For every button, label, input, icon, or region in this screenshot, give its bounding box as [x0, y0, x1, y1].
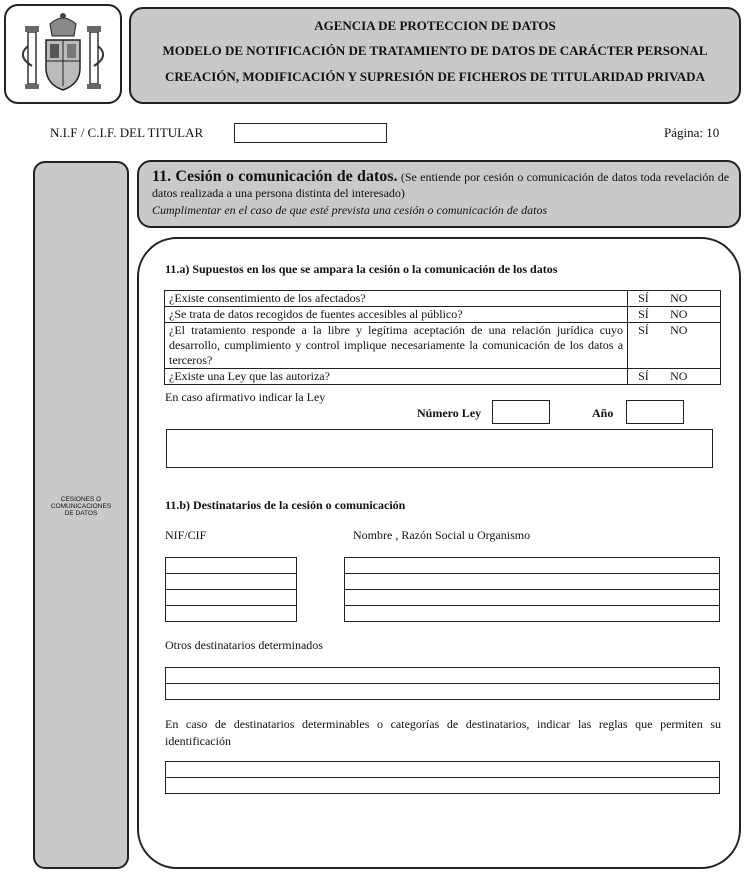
question-text: ¿Existe consentimiento de los afectados?: [165, 291, 628, 307]
table-row: [165, 323, 721, 369]
part-b-title: 11.b) Destinatarios de la cesión o comunicación: [165, 498, 406, 512]
recipient-nif-field[interactable]: [165, 589, 297, 606]
recipient-name-field[interactable]: [344, 589, 720, 606]
section-description-block: [152, 169, 729, 201]
form-title: MODELO DE NOTIFICACIÓN DE TRATAMIENTO DE DATOS DE CARÁCTER PERSONAL: [162, 43, 708, 58]
nombre-column-label: Nombre , Razón Social u Organismo: [353, 528, 531, 542]
no-option[interactable]: NO: [670, 291, 688, 305]
yes-option[interactable]: SÍ: [638, 369, 649, 383]
no-option[interactable]: NO: [670, 369, 688, 383]
numero-ley-label: Número Ley: [417, 406, 482, 420]
recipient-nif-field[interactable]: [165, 573, 297, 590]
reglas-field[interactable]: [165, 761, 720, 778]
part-a-title: 11.a) Supuestos en los que se ampara la cesión o la comunicación de los datos: [165, 262, 558, 276]
yes-no-cell: [628, 307, 721, 323]
page-number: Página: 10: [664, 125, 720, 140]
numero-ley-field[interactable]: [492, 400, 550, 424]
yes-no-cell: [628, 291, 721, 307]
legal-basis-table: [164, 290, 721, 385]
sidebar-label: CESIONES O COMUNICACIONES DE DATOS: [50, 496, 112, 517]
agency-title: AGENCIA DE PROTECCION DE DATOS: [314, 18, 556, 33]
yes-no-cell: [628, 323, 721, 369]
ley-name-field[interactable]: [166, 429, 713, 468]
anio-label: Año: [592, 406, 614, 420]
yes-option[interactable]: SÍ: [638, 323, 649, 337]
section-header: [137, 160, 741, 228]
otros-label: Otros destinatarios determinados: [165, 638, 323, 652]
table-row: [165, 307, 721, 323]
form-header: [129, 7, 741, 104]
anio-field[interactable]: [626, 400, 684, 424]
reglas-field[interactable]: [165, 777, 720, 794]
question-text: ¿Existe una Ley que las autoriza?: [165, 369, 628, 385]
ley-hint: En caso afirmativo indicar la Ley: [165, 390, 326, 404]
section-instruction: Cumplimentar en el caso de que esté prevista una cesión o comunicación de datos: [152, 203, 548, 217]
yes-option[interactable]: SÍ: [638, 291, 649, 305]
question-text: ¿Se trata de datos recogidos de fuentes accesibles al público?: [165, 307, 628, 323]
recipient-name-field[interactable]: [344, 557, 720, 574]
section-title: 11. Cesión o comunicación de datos.: [152, 168, 398, 185]
nif-label: N.I.F / C.I.F. DEL TITULAR: [50, 125, 204, 140]
coat-of-arms-icon: [6, 6, 120, 102]
section-sidebar: [33, 161, 129, 869]
recipient-nif-field[interactable]: [165, 605, 297, 622]
nif-field[interactable]: [234, 123, 387, 143]
table-row: [165, 369, 721, 385]
otros-field[interactable]: [165, 667, 720, 684]
form-subtitle: CREACIÓN, MODIFICACIÓN Y SUPRESIÓN DE FICHEROS DE TITULARIDAD PRIVADA: [165, 69, 705, 84]
reglas-label: En caso de destinatarios determinables o categorías de destinatarios, indicar las reglas que permiten su identificación: [165, 717, 721, 748]
section-description: (Se entiende por cesión o comunicación de datos toda revelación de datos realizada a una persona distinta del interesado): [152, 170, 730, 200]
no-option[interactable]: NO: [670, 307, 688, 321]
table-row: [165, 291, 721, 307]
otros-field[interactable]: [165, 683, 720, 700]
recipient-name-field[interactable]: [344, 573, 720, 590]
nif-column-label: NIF/CIF: [165, 528, 207, 542]
no-option[interactable]: NO: [670, 323, 688, 337]
yes-no-cell: [628, 369, 721, 385]
coat-of-arms-logo: [4, 4, 122, 104]
recipient-nif-field[interactable]: [165, 557, 297, 574]
question-text: ¿El tratamiento responde a la libre y legítima aceptación de una relación jurídica cuyo desarrollo, cumplimiento y control implique necesariamente la comunicación de los datos a terceros?: [165, 323, 628, 369]
yes-option[interactable]: SÍ: [638, 307, 649, 321]
recipient-name-field[interactable]: [344, 605, 720, 622]
